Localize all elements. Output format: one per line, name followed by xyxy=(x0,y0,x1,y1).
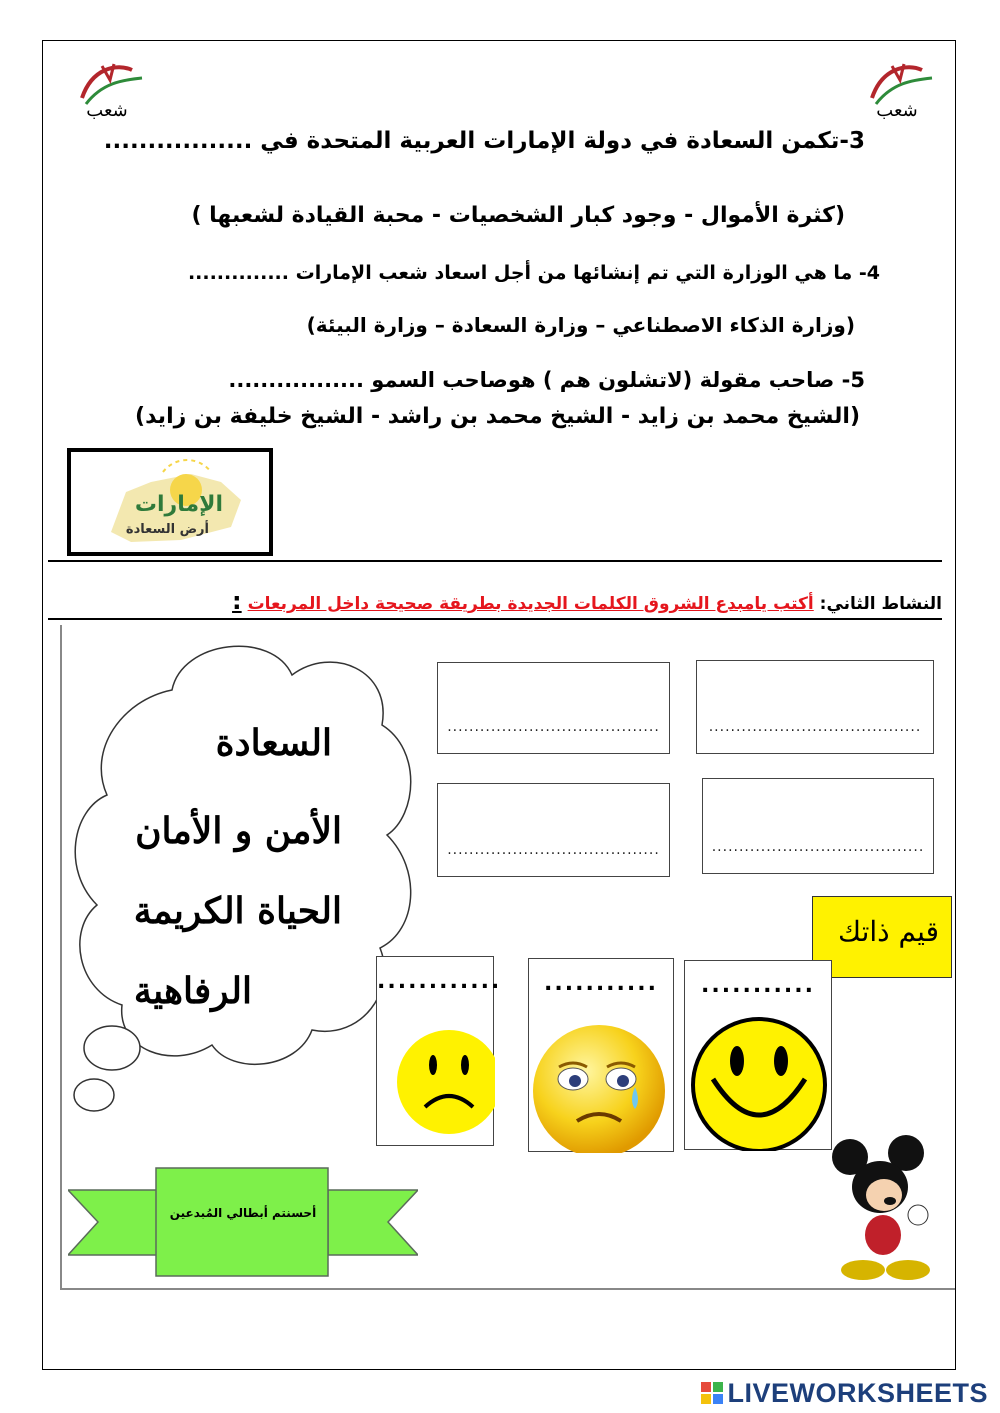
ribbon-banner xyxy=(68,1160,418,1280)
answer-box[interactable] xyxy=(437,783,670,877)
activity-heading xyxy=(232,587,942,615)
svg-text:شعب: شعب xyxy=(876,100,918,120)
answer-box-placeholder: ....................................... xyxy=(447,842,660,858)
cloud-word: الرفاهية xyxy=(133,970,252,1012)
activity-label: النشاط الثاني: xyxy=(819,594,942,614)
face-card-placeholder: ............ xyxy=(377,969,502,994)
activity-colon: : xyxy=(232,587,242,615)
question-4: 4- ما هي الوزارة التي تم إنشائها من أجل اسعاد شعب الإمارات .............. xyxy=(187,262,880,284)
answer-box[interactable] xyxy=(696,660,934,754)
answer-box[interactable] xyxy=(437,662,670,754)
liveworksheets-icon xyxy=(701,1380,723,1402)
question-5: 5- صاحب مقولة (لاتشلون هم ) هوصاحب السمو ................. xyxy=(228,368,865,392)
svg-text:شعب: شعب xyxy=(86,100,128,120)
face-card-smile[interactable] xyxy=(684,960,832,1150)
happy-people-logo-right xyxy=(852,58,942,120)
ribbon-icon xyxy=(68,1160,418,1280)
smiling-face-icon xyxy=(685,961,833,1151)
question-4-options: (وزارة الذكاء الاصطناعي – وزارة السعادة – وزارة البيئة) xyxy=(306,313,855,337)
liveworksheets-text: LIVEWORKSHEETS xyxy=(727,1378,988,1408)
happy-people-logo-left xyxy=(62,58,152,120)
uae-logo-title: الإمارات xyxy=(134,492,223,517)
divider-top xyxy=(48,560,942,562)
face-card-crying[interactable] xyxy=(528,958,674,1152)
mickey-mouse-icon xyxy=(828,1135,938,1285)
question-5-options: (الشيخ محمد بن زايد - الشيخ محمد بن راشد - الشيخ خليفة بن زايد) xyxy=(135,404,860,429)
uae-happiness-logo xyxy=(67,448,273,556)
self-evaluation-box xyxy=(812,896,952,978)
question-3: 3-تكمن السعادة في دولة الإمارات العربية المتحدة في ................. xyxy=(103,128,865,154)
thought-cloud xyxy=(62,630,422,1130)
answer-box-placeholder: ....................................... xyxy=(708,719,922,735)
face-card-placeholder: ........... xyxy=(701,973,815,998)
answer-box-placeholder: ....................................... xyxy=(711,839,925,855)
cloud-word: الأمن و الأمان xyxy=(135,810,342,852)
self-evaluation-label: قيم ذاتك xyxy=(837,915,939,948)
question-3-options: (كثرة الأموال - وجود كبار الشخصيات - محبة القيادة لشعبها ) xyxy=(191,203,845,228)
sad-face-icon xyxy=(377,957,502,1147)
inner-frame-bottom xyxy=(60,1288,955,1290)
cloud-word: السعادة xyxy=(215,722,332,764)
activity-instruction: أكتب يامبدع الشروق الكلمات الجديدة بطريقة صحيحة داخل المربعات xyxy=(247,594,814,614)
cloud-icon xyxy=(62,630,422,1130)
ribbon-text: أحسنتم أبطالي المُبدعين xyxy=(169,1206,317,1220)
face-card-placeholder: ........... xyxy=(544,971,658,996)
answer-box[interactable] xyxy=(702,778,934,874)
answer-box-placeholder: ....................................... xyxy=(447,719,660,735)
crying-face-icon xyxy=(529,959,675,1153)
liveworksheets-logo[interactable] xyxy=(701,1378,988,1409)
face-card-sad[interactable] xyxy=(376,956,502,1146)
uae-logo-subtitle: أرض السعادة xyxy=(125,522,209,537)
cloud-word: الحياة الكريمة xyxy=(133,890,342,932)
divider-bottom xyxy=(48,618,942,620)
